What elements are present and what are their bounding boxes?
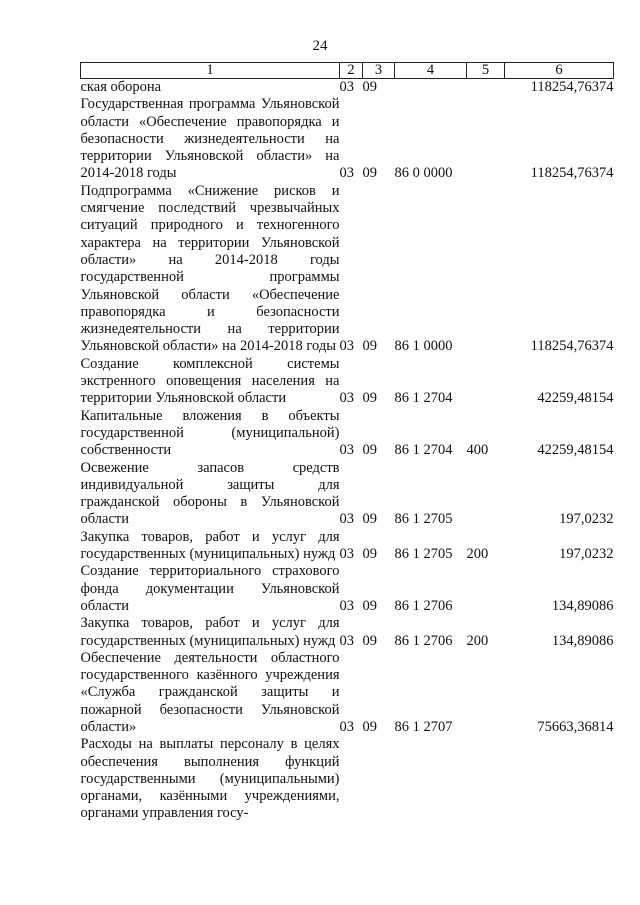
row-target-code: 86 1 2706 (394, 597, 453, 614)
table-row (81, 356, 614, 408)
row-amount: 118254,76374 (530, 338, 614, 355)
row-section (340, 736, 363, 822)
row-subsection: 09 (362, 632, 377, 649)
row-subsection (363, 736, 395, 822)
header-col-6: 6 (505, 63, 614, 79)
row-section: 03 (339, 79, 354, 95)
row-target-code: 86 1 2707 (394, 718, 453, 735)
table-row (81, 615, 614, 650)
row-name: Создание комплексной системы экстренного оповещения населения на территории Ульяновской области (80, 355, 340, 407)
row-target-code (395, 79, 467, 97)
row-name: Расходы на выплаты персоналу в целях обеспечения выполнения функций государственными (муниципальными) органами, казёнными учреждениями, органами управления госу- (80, 736, 340, 822)
row-target-code: 86 1 2705 (394, 511, 453, 528)
budget-table (80, 62, 614, 823)
header-col-4: 4 (395, 63, 467, 79)
row-target-code (395, 736, 467, 822)
header-col-1: 1 (81, 63, 340, 79)
row-expense-type: 200 (466, 632, 489, 649)
row-expense-type (467, 650, 505, 736)
row-section: 03 (339, 442, 354, 459)
row-section: 03 (339, 546, 354, 563)
row-section: 03 (339, 718, 354, 735)
row-expense-type (467, 356, 505, 408)
row-name: ская оборона (80, 79, 162, 95)
header-col-5: 5 (467, 63, 505, 79)
row-amount: 134,89086 (551, 597, 614, 614)
row-subsection: 09 (362, 442, 377, 459)
table-row (81, 408, 614, 460)
row-target-code: 86 1 0000 (394, 338, 453, 355)
row-expense-type: 400 (466, 442, 489, 459)
row-section: 03 (339, 632, 354, 649)
row-section: 03 (339, 390, 354, 407)
row-subsection: 09 (362, 165, 377, 182)
row-target-code: 86 1 2704 (394, 442, 453, 459)
row-subsection: 09 (362, 597, 377, 614)
table-row (81, 650, 614, 736)
row-subsection: 09 (362, 338, 377, 355)
row-expense-type (467, 563, 505, 615)
header-col-3: 3 (363, 63, 395, 79)
table-row (81, 563, 614, 615)
row-expense-type (467, 460, 505, 529)
row-target-code: 86 0 0000 (394, 165, 453, 182)
row-expense-type: 200 (466, 546, 489, 563)
row-subsection: 09 (362, 79, 377, 95)
row-subsection: 09 (362, 546, 377, 563)
row-name: Закупка товаров, работ и услуг для государственных (муниципальных) нужд (80, 615, 340, 649)
row-amount: 118254,76374 (530, 79, 614, 95)
table-row (81, 183, 614, 356)
row-subsection: 09 (362, 511, 377, 528)
row-name: Обеспечение деятельности областного государственного казённого учреждения «Служба гражданской защиты и пожарной безопасности Ульяновской области» (80, 649, 340, 735)
row-section: 03 (339, 511, 354, 528)
header-row (81, 63, 614, 79)
row-expense-type (467, 736, 505, 822)
table-row (81, 736, 614, 822)
row-expense-type (467, 183, 505, 356)
row-amount: 42259,48154 (537, 442, 614, 459)
row-name: Закупка товаров, работ и услуг для государственных (муниципальных) нужд (80, 528, 340, 563)
header-col-2: 2 (340, 63, 363, 79)
row-expense-type (467, 79, 505, 97)
table-row (81, 460, 614, 529)
row-amount: 118254,76374 (530, 165, 614, 182)
table-row (81, 79, 614, 97)
row-section: 03 (339, 597, 354, 614)
row-subsection: 09 (362, 718, 377, 735)
row-name: Государственная программа Ульяновской области «Обеспечение правопорядка и безопасности жизнедеятельности на территории Ульяновской области» на 2014-2018 годы (80, 96, 340, 182)
row-subsection: 09 (362, 390, 377, 407)
row-section: 03 (339, 165, 354, 182)
row-amount: 197,0232 (559, 511, 614, 528)
row-amount: 42259,48154 (537, 390, 614, 407)
row-target-code: 86 1 2705 (394, 546, 453, 563)
row-name: Освежение запасов средств индивидуальной защиты для гражданской обороны в Ульяновской области (80, 459, 340, 528)
row-target-code: 86 1 2704 (394, 390, 453, 407)
row-amount (505, 736, 614, 822)
row-expense-type (467, 96, 505, 182)
row-amount: 197,0232 (559, 546, 614, 563)
row-amount: 75663,36814 (537, 718, 614, 735)
page-number: 24 (312, 38, 328, 54)
row-section: 03 (339, 338, 354, 355)
row-name: Капитальные вложения в объекты государственной (муниципальной) собственности (80, 407, 340, 459)
row-amount: 134,89086 (551, 632, 614, 649)
row-name: Подпрограмма «Снижение рисков и смягчение последствий чрезвычайных ситуаций природного и техногенного характера на территории Ульяновской области» на 2014-2018 годы государственной программы Ульяновской области «Обеспечение правопорядка и безопасности жизнедеятельности на территории Ульяновской области» на 2014-2018 годы (80, 182, 340, 355)
row-name: Создание территориального страхового фонда документации Ульяновской области (80, 563, 340, 614)
row-target-code: 86 1 2706 (394, 632, 453, 649)
table-row (81, 529, 614, 564)
table-row (81, 96, 614, 182)
